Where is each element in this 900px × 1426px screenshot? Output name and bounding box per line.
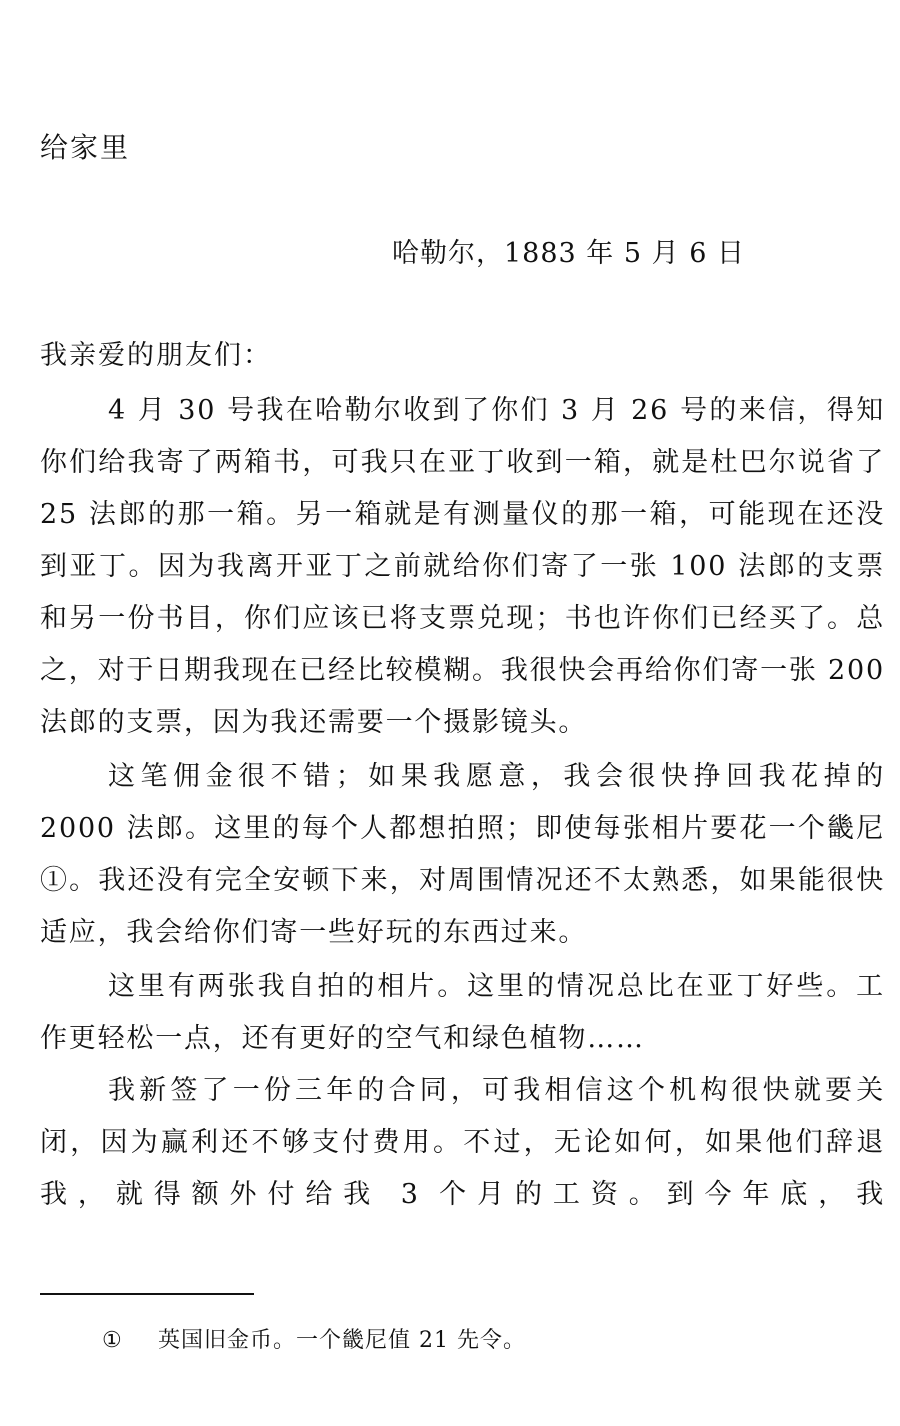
footnote xyxy=(102,1324,526,1358)
paragraph-1: 4 月 30 号我在哈勒尔收到了你们 3 月 26 号的来信，得知你们给我寄了两箱书，可我只在亚丁收到一箱，就是杜巴尔说省了 25 法郎的那一箱。另一箱就是有测量仪的那一箱，可能现在还没到亚丁。因为我离开亚丁之前就给你们寄了一张 100 法郎的支票和另一份书目，你们应该已将支票兑现；书也许你们已经买了。总之，对于日期我现在已经比较模糊。我很快会再给你们寄一张 200 法郎的支票，因为我还需要一个摄影镜头。 xyxy=(40,395,885,738)
letter-dateline: 哈勒尔，1883 年 5 月 6 日 xyxy=(392,238,745,269)
footnote-marker: ① xyxy=(102,1328,123,1353)
letter-heading: 给家里 xyxy=(40,131,131,164)
paragraph-3: 这里有两张我自拍的相片。这里的情况总比在亚丁好些。工作更轻松一点，还有更好的空气和绿色植物…… xyxy=(40,971,885,1054)
footnote-divider xyxy=(40,1293,254,1295)
footnote-text: 英国旧金币。一个畿尼值 21 先令。 xyxy=(158,1328,526,1353)
paragraph-4: 我新签了一份三年的合同，可我相信这个机构很快就要关闭，因为赢利还不够支付费用。不过，无论如何，如果他们辞退我，就得额外付给我 3 个月的工资。到今年底，我 xyxy=(40,1075,885,1210)
paragraph-2: 这笔佣金很不错；如果我愿意，我会很快挣回我花掉的 2000 法郎。这里的每个人都想拍照；即使每张相片要花一个畿尼①。我还没有完全安顿下来，对周围情况还不太熟悉，如果能很快适应，我会给你们寄一些好玩的东西过来。 xyxy=(40,761,885,948)
letter-salutation: 我亲爱的朋友们： xyxy=(40,340,272,371)
letter-body xyxy=(40,385,885,1221)
